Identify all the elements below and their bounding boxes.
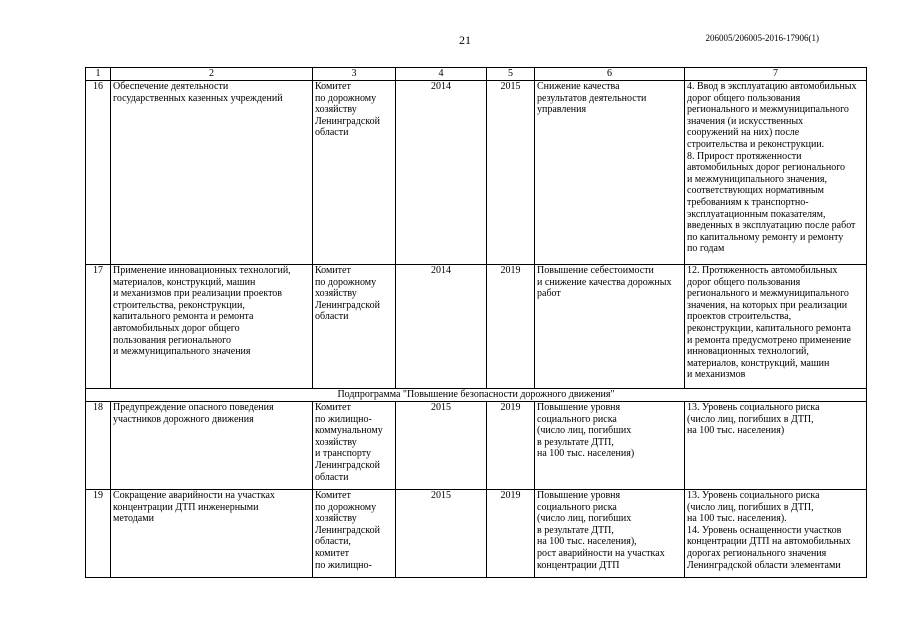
column-number: 7 [685,68,867,81]
table-row [86,490,867,578]
column-number: 2 [111,68,313,81]
end-year: 2015 [487,81,535,265]
end-year: 2019 [487,402,535,490]
start-year: 2014 [396,265,487,389]
indicators: 4. Ввод в эксплуатацию автомобильных дорог общего пользования регионального и межмуниципального значения (и искусственных сооружений на них) после строительства и реконструкции. 8. Прирост протяженности автомобильных дорог регионального и межмуниципального значения, соответствующих нормативным требованиям к транспортно- эксплуатационным показателям, введенных в эксплуатацию после работ по капитальному ремонту и ремонту по годам [685,81,867,265]
row-number: 16 [86,81,111,265]
column-number: 6 [535,68,685,81]
indicators: 13. Уровень социального риска (число лиц, погибших в ДТП, на 100 тыс. населения). 14. Уровень оснащенности участков концентрации ДТП на автомобильных дорогах регионального значения Ленинградской области элементами [685,490,867,578]
consequences: Снижение качества результатов деятельности управления [535,81,685,265]
start-year: 2015 [396,490,487,578]
subprogram-title: Подпрограмма "Повышение безопасности дорожного движения" [86,389,867,402]
indicators: 13. Уровень социального риска (число лиц, погибших в ДТП, на 100 тыс. населения) [685,402,867,490]
measure-name: Сокращение аварийности на участках концентрации ДТП инженерными методами [111,490,313,578]
column-number: 5 [487,68,535,81]
page-number: 21 [459,33,471,47]
table-row [86,81,867,265]
consequences: Повышение себестоимости и снижение качества дорожных работ [535,265,685,389]
measure-name: Применение инновационных технологий, материалов, конструкций, машин и механизмов при реализации проектов строительства, реконструкции, капитального ремонта и ремонта автомобильных дорог общего пользования регионального и межмуниципального значения [111,265,313,389]
row-number: 19 [86,490,111,578]
row-number: 18 [86,402,111,490]
document-id: 206005/206005-2016-17906(1) [705,33,819,43]
responsible-executor: Комитет по дорожному хозяйству Ленинградской области, комитет по жилищно- [313,490,396,578]
start-year: 2014 [396,81,487,265]
responsible-executor: Комитет по дорожному хозяйству Ленинградской области [313,265,396,389]
start-year: 2015 [396,402,487,490]
consequences: Повышение уровня социального риска (число лиц, погибших в результате ДТП, на 100 тыс. населения), рост аварийности на участках концентрации ДТП [535,490,685,578]
column-number: 4 [396,68,487,81]
responsible-executor: Комитет по жилищно- коммунальному хозяйству и транспорту Ленинградской области [313,402,396,490]
column-number: 1 [86,68,111,81]
measure-name: Обеспечение деятельности государственных казенных учреждений [111,81,313,265]
consequences: Повышение уровня социального риска (число лиц, погибших в результате ДТП, на 100 тыс. населения) [535,402,685,490]
program-measures-table [85,67,867,578]
column-number: 3 [313,68,396,81]
table-row [86,265,867,389]
row-number: 17 [86,265,111,389]
subprogram-row [86,389,867,402]
end-year: 2019 [487,265,535,389]
measure-name: Предупреждение опасного поведения участников дорожного движения [111,402,313,490]
indicators: 12. Протяженность автомобильных дорог общего пользования регионального и межмуниципального значения, на которых при реализации проектов строительства, реконструкции, капитального ремонта и ремонта предусмотрено применение инновационных технологий, материалов, конструкций, машин и механизмов [685,265,867,389]
end-year: 2019 [487,490,535,578]
column-number-row [86,68,867,81]
responsible-executor: Комитет по дорожному хозяйству Ленинградской области [313,81,396,265]
table-row [86,402,867,490]
